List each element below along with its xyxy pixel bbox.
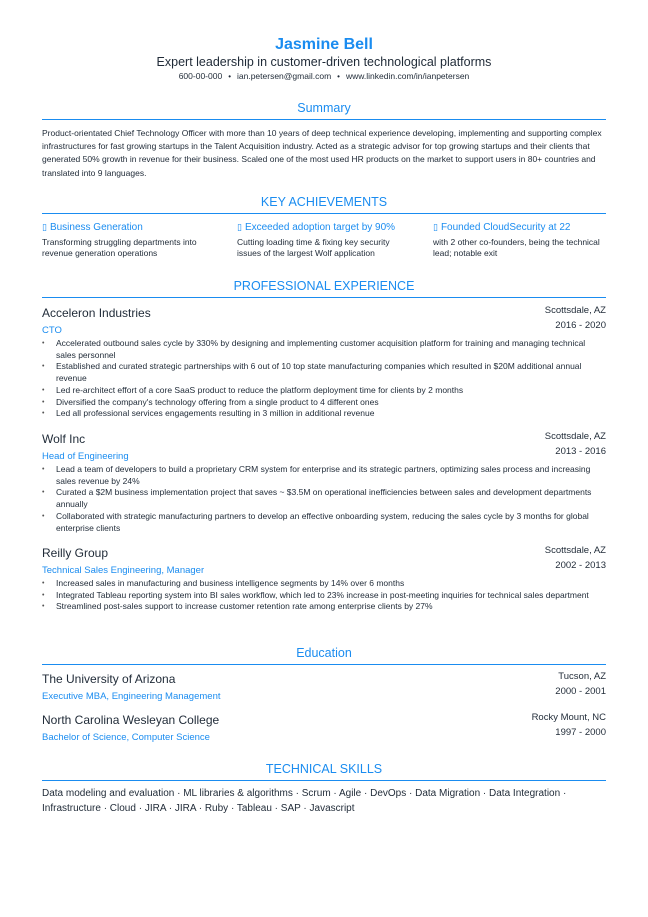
linkedin-url: www.linkedin.com/in/ianpetersen xyxy=(345,71,470,81)
candidate-tagline: Expert leadership in customer-driven technological platforms xyxy=(156,55,492,69)
job-location: Scottsdale, AZ xyxy=(544,545,606,556)
company-name: Acceleron Industries xyxy=(42,306,151,320)
job-location: Scottsdale, AZ xyxy=(544,305,606,316)
experience-divider xyxy=(42,297,606,298)
achievement-title xyxy=(237,222,413,233)
achievements-divider xyxy=(42,213,606,214)
job-entry xyxy=(42,430,606,534)
achievement-icon: ▯ xyxy=(433,222,438,232)
achievement-title xyxy=(433,222,609,233)
bullet-item: • Established and curated strategic partnerships with 6 out of 10 top state manufacturing companies which resulted in $20M additional annual revenue xyxy=(42,361,606,384)
summary-divider xyxy=(42,119,606,120)
education-dates: 2000 - 2001 xyxy=(555,686,606,697)
job-bullets xyxy=(42,464,606,534)
job-role: Technical Sales Engineering, Manager xyxy=(42,565,205,576)
achievement-item xyxy=(237,222,413,259)
education-heading: Education xyxy=(296,646,352,660)
achievement-title-text: Founded CloudSecurity at 22 xyxy=(440,222,571,233)
achievement-description: Cutting loading time & fixing key security issues of the largest Wolf application xyxy=(237,237,390,258)
job-dates: 2002 - 2013 xyxy=(555,560,606,571)
bullet-item: • Lead a team of developers to build a proprietary CRM system for enterprise and its strategic partners, optimizing sales process and increasing sales revenue by 24% xyxy=(42,464,606,487)
bullet-item: • Accelerated outbound sales cycle by 330% by designing and implementing customer acquisition platform for training and managing technical sales personnel xyxy=(42,338,606,361)
bullet-item: • Curated a $2M business implementation project that saves ~ $3.5M on operational inefficiencies between sales and development departments annually xyxy=(42,487,606,510)
job-entry xyxy=(42,544,606,613)
separator-dot: • xyxy=(337,72,340,81)
bullet-item: • Collaborated with strategic manufacturing partners to develop an effective onboarding system, reducing the sales cycle by 3 months for global enterprise clients xyxy=(42,511,606,534)
email-address: ian.petersen@gmail.com xyxy=(237,71,332,81)
achievement-icon: ▯ xyxy=(42,222,47,232)
bullet-item: • Led re-architect effort of a core SaaS product to reduce the platform deployment time for clients by 2 months xyxy=(42,385,606,397)
summary-text: Product-orientated Chief Technology Officer with more than 10 years of deep technical experience developing, implementing and supporting complex infrastructures for fast growing startups in the Talent Acquisition industry. Acted as a strategic advisor for top growing startups and their clients that generated 50% growth in revenue for their business. Scaled one of the most used HR products on the market to support users in 80+ countries and translated into 9 languages. xyxy=(42,128,602,178)
bullet-item: • Integrated Tableau reporting system into BI sales workflow, which led to 23% increase in post-meeting inquiries for technical sales department xyxy=(42,590,606,602)
skills-list: Data modeling and evaluation · ML libraries & algorithms · Scrum · Agile · DevOps · Data Migration · Data Integration · Infrastructure · Cloud · JIRA · JIRA · Ruby · Tableau · SAP · Javascript xyxy=(42,788,567,814)
school-location: Rocky Mount, NC xyxy=(531,712,606,723)
company-name: Wolf Inc xyxy=(42,432,86,446)
achievement-description: Transforming struggling departments into revenue generation operations xyxy=(42,237,197,258)
degree-name: Bachelor of Science, Computer Science xyxy=(42,732,210,743)
job-entry xyxy=(42,304,606,420)
achievement-title-text: Exceeded adoption target by 90% xyxy=(244,222,396,233)
bullet-item: • Increased sales in manufacturing and business intelligence segments by 14% over 6 months xyxy=(42,578,606,590)
skills-heading: TECHNICAL SKILLS xyxy=(265,762,383,776)
summary-heading: Summary xyxy=(297,101,351,115)
job-role: CTO xyxy=(42,325,62,336)
achievement-icon: ▯ xyxy=(237,222,242,232)
achievement-title-text: Business Generation xyxy=(49,222,143,233)
job-dates: 2013 - 2016 xyxy=(555,446,606,457)
achievement-item xyxy=(433,222,609,259)
job-bullets xyxy=(42,338,606,420)
candidate-name: Jasmine Bell xyxy=(275,36,373,53)
bullet-item: • Led all professional services engagements resulting in 3 million in additional revenue xyxy=(42,408,606,420)
school-location: Tucson, AZ xyxy=(558,671,606,682)
education-divider xyxy=(42,664,606,665)
bullet-item: • Diversified the company's technology offering from a single product to 4 different ones xyxy=(42,397,606,409)
degree-name: Executive MBA, Engineering Management xyxy=(42,691,221,702)
job-location: Scottsdale, AZ xyxy=(544,431,606,442)
achievement-title xyxy=(42,222,218,233)
education-entry xyxy=(42,711,606,741)
achievements-heading: KEY ACHIEVEMENTS xyxy=(260,195,388,209)
experience-heading: PROFESSIONAL EXPERIENCE xyxy=(233,279,415,293)
job-dates: 2016 - 2020 xyxy=(555,320,606,331)
job-role: Head of Engineering xyxy=(42,451,129,462)
achievement-description: with 2 other co-founders, being the technical lead; notable exit xyxy=(433,237,600,258)
contact-line xyxy=(0,71,648,81)
education-entry xyxy=(42,670,606,700)
school-name: North Carolina Wesleyan College xyxy=(42,713,220,727)
job-bullets xyxy=(42,578,606,613)
phone-number: 600-00-000 xyxy=(178,71,223,81)
school-name: The University of Arizona xyxy=(42,672,176,686)
skills-divider xyxy=(42,780,606,781)
separator-dot: • xyxy=(228,72,231,81)
achievement-item xyxy=(42,222,218,259)
education-dates: 1997 - 2000 xyxy=(555,727,606,738)
company-name: Reilly Group xyxy=(42,546,109,560)
bullet-item: • Streamlined post-sales support to increase customer retention rate among enterprise clients by 27% xyxy=(42,601,606,613)
